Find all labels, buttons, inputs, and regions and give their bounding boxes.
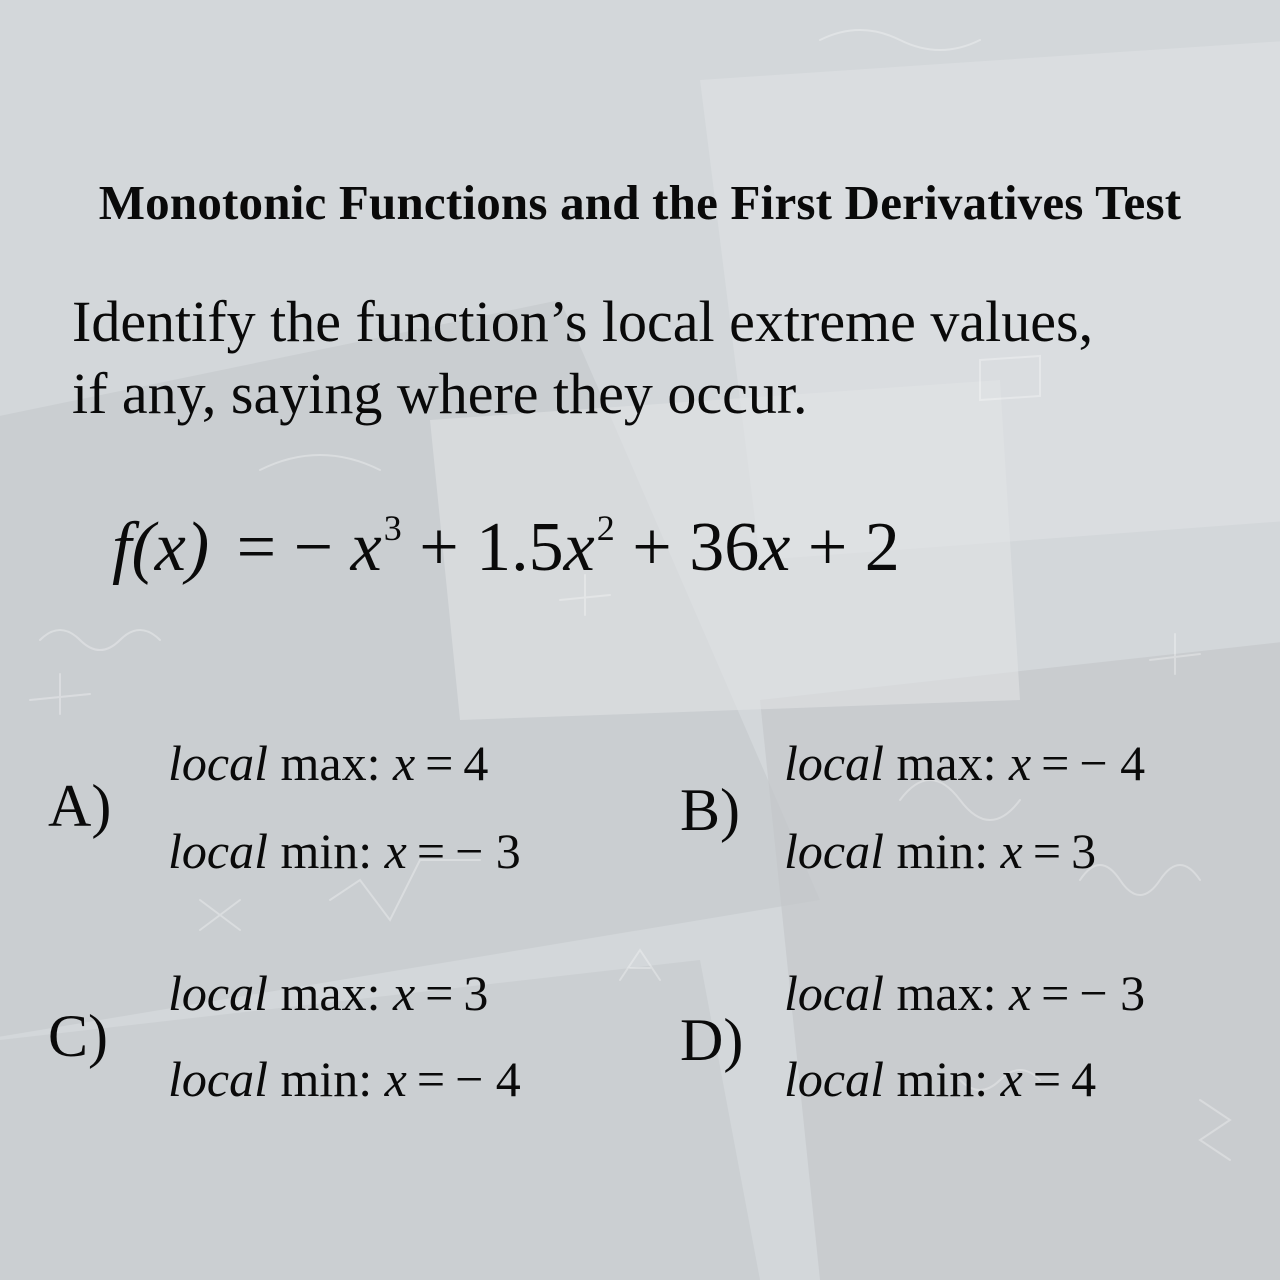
local-word: local [784, 965, 884, 1021]
formula-operator: + [419, 509, 459, 586]
equals-sign: = [425, 735, 454, 791]
max-value: − 3 [1079, 965, 1146, 1021]
question-line: if any, saying where they occur. [72, 361, 808, 426]
option-a-letter[interactable]: A) [48, 773, 112, 839]
min-label: min: [896, 823, 989, 879]
option-a-min[interactable] [168, 822, 521, 880]
option-b-letter[interactable]: B) [680, 777, 740, 843]
option-d-min[interactable] [784, 1050, 1096, 1108]
equals-sign: = [416, 1051, 446, 1107]
question-text [72, 286, 1252, 430]
var-x: x [392, 965, 416, 1021]
equals-sign: = [1032, 1051, 1062, 1107]
option-b-min[interactable] [784, 822, 1096, 880]
formula-lhs: f(x) [112, 509, 210, 586]
var-x: x [392, 735, 416, 791]
formula-var: x [350, 509, 382, 586]
formula-coefficient: 36 [689, 509, 760, 586]
equals-sign: = [425, 965, 454, 1021]
max-label: max: [280, 965, 381, 1021]
question-line: Identify the function’s local extreme values, [72, 289, 1094, 354]
option-c-min[interactable] [168, 1050, 521, 1108]
option-b-max[interactable] [784, 734, 1145, 792]
max-value: 3 [463, 965, 489, 1021]
local-word: local [168, 1051, 268, 1107]
min-label: min: [280, 823, 373, 879]
var-x: x [1008, 735, 1032, 791]
formula-exponent: 3 [383, 508, 402, 548]
var-x: x [1008, 965, 1032, 1021]
equals-sign: = [416, 823, 446, 879]
local-word: local [784, 823, 884, 879]
max-label: max: [280, 735, 381, 791]
var-x: x [384, 823, 407, 879]
local-word: local [168, 965, 268, 1021]
formula-operator: + [807, 509, 848, 586]
equals-sign: = [1041, 735, 1070, 791]
var-x: x [1000, 1051, 1023, 1107]
equals-sign: = [1041, 965, 1070, 1021]
formula-constant: 2 [864, 509, 900, 586]
min-value: − 3 [455, 823, 521, 879]
min-value: 3 [1071, 823, 1097, 879]
local-word: local [784, 735, 884, 791]
option-d-letter[interactable]: D) [680, 1007, 744, 1073]
formula-equals: = [236, 509, 277, 586]
formula-operator: + [632, 509, 672, 586]
formula-coefficient: 1.5 [476, 509, 564, 586]
equals-sign: = [1032, 823, 1062, 879]
option-c-letter[interactable]: C) [48, 1003, 108, 1069]
min-label: min: [896, 1051, 989, 1107]
option-c-max[interactable] [168, 964, 488, 1022]
min-label: min: [280, 1051, 373, 1107]
formula-exponent: 2 [596, 508, 615, 548]
max-value: 4 [463, 735, 489, 791]
var-x: x [384, 1051, 407, 1107]
formula-sign: − [293, 509, 334, 586]
local-word: local [168, 735, 268, 791]
max-label: max: [896, 965, 997, 1021]
min-value: 4 [1071, 1051, 1097, 1107]
local-word: local [168, 823, 268, 879]
var-x: x [1000, 823, 1023, 879]
page-title: Monotonic Functions and the First Derivatives Test [98, 175, 1182, 230]
option-a-max[interactable] [168, 734, 488, 792]
max-label: max: [896, 735, 997, 791]
function-formula [112, 508, 900, 588]
local-word: local [784, 1051, 884, 1107]
formula-var: x [759, 509, 791, 586]
max-value: − 4 [1079, 735, 1146, 791]
option-d-max[interactable] [784, 964, 1145, 1022]
min-value: − 4 [455, 1051, 521, 1107]
formula-var: x [563, 509, 595, 586]
